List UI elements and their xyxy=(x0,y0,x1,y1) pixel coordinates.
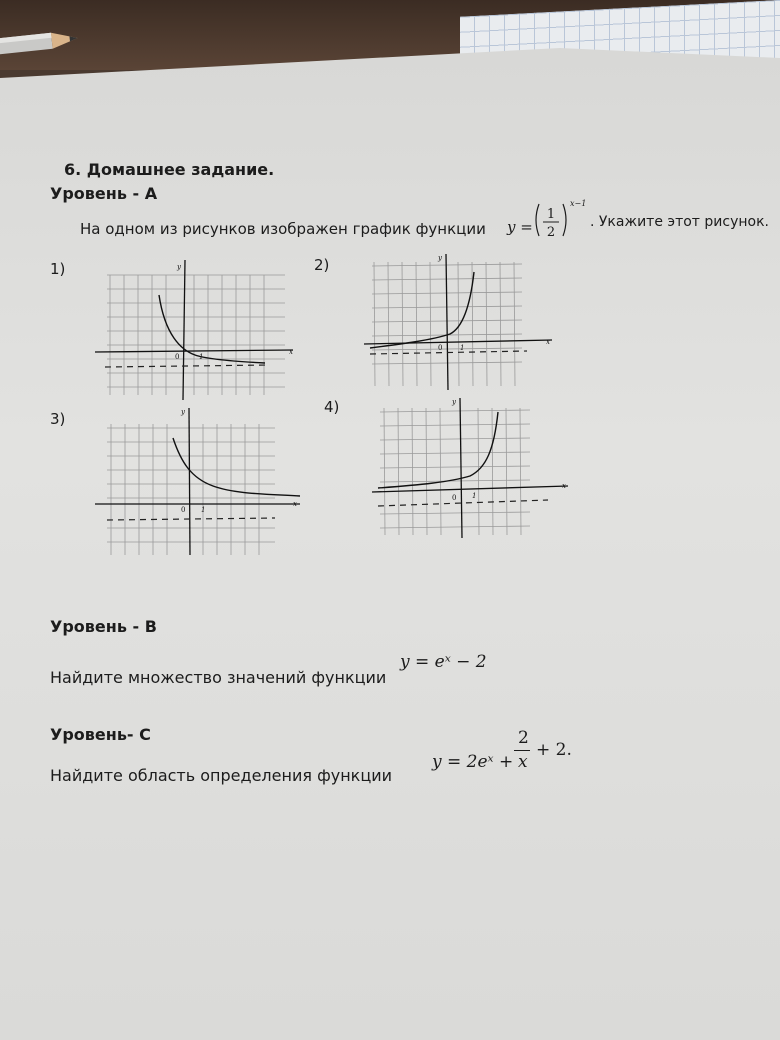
level-b-task: Найдите множество значений функции xyxy=(50,668,387,687)
graph-1-x-label: x xyxy=(289,348,293,356)
graph-3-x-label: x xyxy=(293,500,297,508)
formula-exp: x−1 xyxy=(570,199,587,208)
graph-4-y-label: y xyxy=(452,398,456,406)
graph-label-1: 1) xyxy=(50,260,66,278)
graph-label-2: 2) xyxy=(314,256,330,274)
graph-4-x-label: x xyxy=(562,482,566,490)
graph-1-unit: 1 xyxy=(199,353,204,361)
graph-4-origin: 0 xyxy=(452,494,457,502)
formula-fraction xyxy=(533,196,593,246)
level-a-task-end: . Укажите этот рисунок. xyxy=(590,214,769,230)
graph-label-3: 3) xyxy=(50,410,66,428)
level-c-task: Найдите область определения функции xyxy=(50,766,393,785)
graph-1 xyxy=(95,255,305,400)
formula-den: 2 xyxy=(546,225,556,240)
graph-2-y-label: y xyxy=(438,254,442,262)
graph-4 xyxy=(370,390,575,540)
level-c-fraction-bar xyxy=(514,750,530,751)
formula-y: y = xyxy=(507,218,533,236)
level-c-title: Уровень- С xyxy=(50,725,151,744)
level-c-formula-left: y = 2eˣ + xyxy=(432,752,514,772)
graph-1-y-label: y xyxy=(177,263,181,271)
graph-3-unit: 1 xyxy=(201,506,206,514)
homework-title: 6. Домашнее задание. xyxy=(64,160,275,179)
formula-num: 1 xyxy=(546,207,556,222)
level-a-task: На одном из рисунков изображен график функции xyxy=(80,220,486,238)
graph-1-origin: 0 xyxy=(175,353,180,361)
graph-3 xyxy=(95,400,310,560)
graph-3-y-label: y xyxy=(181,408,185,416)
graph-4-unit: 1 xyxy=(472,492,477,500)
level-c-formula-den: x xyxy=(518,752,528,772)
level-a-title: Уровень - А xyxy=(50,184,158,203)
graph-2-unit: 1 xyxy=(460,344,465,352)
graph-label-4: 4) xyxy=(324,398,340,416)
graph-2-origin: 0 xyxy=(438,344,443,352)
level-b-title: Уровень - В xyxy=(50,617,157,636)
graph-3-origin: 0 xyxy=(181,506,186,514)
graph-2-x-label: x xyxy=(546,338,550,346)
level-b-formula: y = eˣ − 2 xyxy=(400,652,487,672)
level-c-formula-right: + 2. xyxy=(536,740,572,760)
graph-2 xyxy=(362,248,562,393)
level-c-formula-num: 2 xyxy=(518,728,529,748)
